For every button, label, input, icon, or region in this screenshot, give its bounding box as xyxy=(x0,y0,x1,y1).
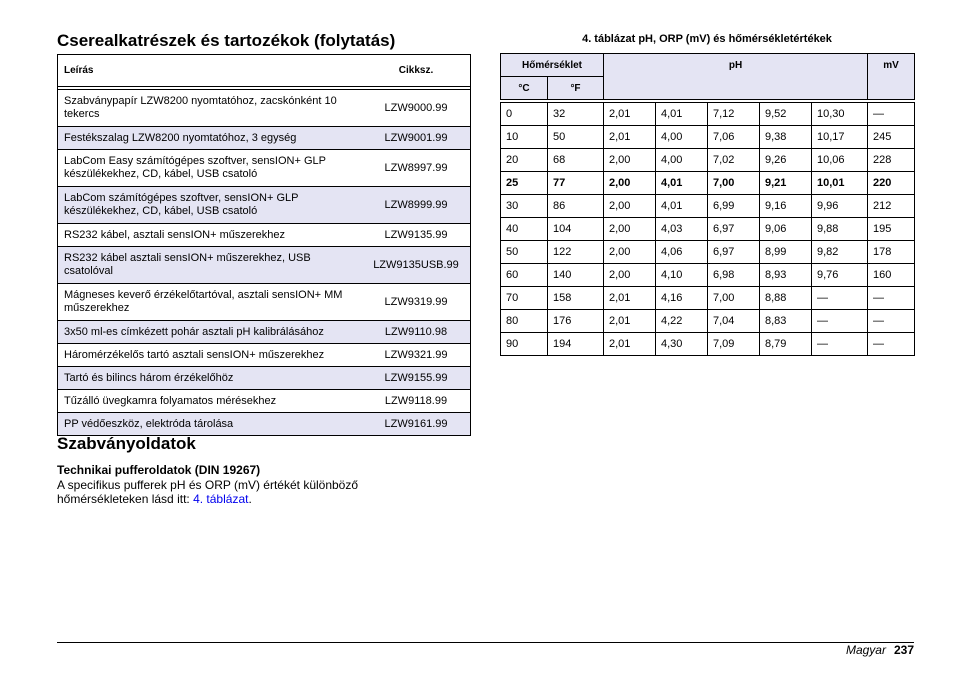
ph-cell: — xyxy=(812,287,868,310)
ph-cell: 9,76 xyxy=(812,264,868,287)
celsius-cell: 50 xyxy=(501,241,548,264)
part-code: LZW9319.99 xyxy=(362,284,471,321)
table-row xyxy=(58,90,471,127)
ph-cell: 9,82 xyxy=(812,241,868,264)
ph-cell: 7,04 xyxy=(708,310,760,333)
ph-cell: 4,00 xyxy=(656,126,708,149)
ph-cell: 9,26 xyxy=(760,149,812,172)
table-row xyxy=(58,187,471,224)
ph-cell: — xyxy=(812,333,868,356)
ph-cell: 2,01 xyxy=(604,287,656,310)
celsius-cell: 70 xyxy=(501,287,548,310)
mv-cell: 220 xyxy=(868,172,915,195)
fahrenheit-cell: 158 xyxy=(548,287,604,310)
part-description: Tűzálló üvegkamra folyamatos mérésekhez xyxy=(58,390,363,413)
ph-cell: 4,00 xyxy=(656,149,708,172)
buffer-paragraph xyxy=(57,478,417,506)
table-row xyxy=(501,241,915,264)
ph-cell: 6,97 xyxy=(708,218,760,241)
fahrenheit-cell: 104 xyxy=(548,218,604,241)
mv-cell: 195 xyxy=(868,218,915,241)
ph-cell: 8,93 xyxy=(760,264,812,287)
ph-table xyxy=(500,53,915,356)
table-row xyxy=(58,150,471,187)
part-description: LabCom Easy számítógépes szoftver, sensION+ GLP készülékekhez, CD, kábel, USB csatoló xyxy=(58,150,363,187)
part-description: Tartó és bilincs három érzékelőhöz xyxy=(58,367,363,390)
header-fahrenheit: °F xyxy=(548,77,604,100)
footer-divider xyxy=(57,642,914,643)
ph-cell: 9,21 xyxy=(760,172,812,195)
ph-cell: 4,06 xyxy=(656,241,708,264)
table-row xyxy=(501,333,915,356)
ph-cell: 9,96 xyxy=(812,195,868,218)
table-row xyxy=(501,103,915,126)
table-row xyxy=(58,224,471,247)
ph-cell: 6,99 xyxy=(708,195,760,218)
footer-language: Magyar xyxy=(845,643,886,657)
fahrenheit-cell: 32 xyxy=(548,103,604,126)
ph-cell: 9,52 xyxy=(760,103,812,126)
celsius-cell: 20 xyxy=(501,149,548,172)
ph-cell: 7,00 xyxy=(708,287,760,310)
part-description: Háromérzékelős tartó asztali sensION+ műszerekhez xyxy=(58,344,363,367)
ph-cell: 7,09 xyxy=(708,333,760,356)
table-row xyxy=(501,195,915,218)
part-description: PP védőeszköz, elektróda tárolása xyxy=(58,413,363,436)
ph-cell: 6,97 xyxy=(708,241,760,264)
table-4-caption: 4. táblázat pH, ORP (mV) és hőmérsékletértékek xyxy=(582,33,832,45)
table-row xyxy=(58,390,471,413)
part-code: LZW8999.99 xyxy=(362,187,471,224)
fahrenheit-cell: 122 xyxy=(548,241,604,264)
mv-cell: 228 xyxy=(868,149,915,172)
part-description: RS232 kábel, asztali sensION+ műszerekhez xyxy=(58,224,363,247)
ph-cell: 10,06 xyxy=(812,149,868,172)
part-code: LZW8997.99 xyxy=(362,150,471,187)
fahrenheit-cell: 86 xyxy=(548,195,604,218)
part-code: LZW9135.99 xyxy=(362,224,471,247)
table-row xyxy=(58,127,471,150)
header-celsius: °C xyxy=(501,77,548,100)
table-row xyxy=(501,218,915,241)
part-code: LZW9001.99 xyxy=(362,127,471,150)
part-code: LZW9118.99 xyxy=(362,390,471,413)
mv-cell: — xyxy=(868,287,915,310)
paragraph-end: . xyxy=(248,492,252,506)
buffer-subheading: Technikai pufferoldatok (DIN 19267) xyxy=(57,463,261,477)
fahrenheit-cell: 50 xyxy=(548,126,604,149)
ph-cell: 6,98 xyxy=(708,264,760,287)
ph-cell: 4,10 xyxy=(656,264,708,287)
part-description: LabCom számítógépes szoftver, sensION+ GLP készülékekhez, CD, kábel, USB csatoló xyxy=(58,187,363,224)
ph-cell: 10,01 xyxy=(812,172,868,195)
mv-cell: — xyxy=(868,103,915,126)
table-row xyxy=(58,284,471,321)
header-catalog-number: Cikksz. xyxy=(362,55,471,87)
ph-cell: 2,01 xyxy=(604,126,656,149)
part-description: RS232 kábel asztali sensION+ műszerekhez, USB csatolóval xyxy=(58,247,363,284)
ph-cell: 7,06 xyxy=(708,126,760,149)
page-footer xyxy=(846,643,914,657)
table-row xyxy=(501,287,915,310)
table-row xyxy=(58,321,471,344)
ph-cell: 4,30 xyxy=(656,333,708,356)
ph-cell: 2,01 xyxy=(604,310,656,333)
part-description: Szabványpapír LZW8200 nyomtatóhoz, zacskónként 10 tekercs xyxy=(58,90,363,127)
celsius-cell: 25 xyxy=(501,172,548,195)
ph-cell: 7,00 xyxy=(708,172,760,195)
celsius-cell: 30 xyxy=(501,195,548,218)
mv-cell: — xyxy=(868,333,915,356)
ph-cell: 4,01 xyxy=(656,103,708,126)
ph-cell: 8,79 xyxy=(760,333,812,356)
part-code: LZW9135USB.99 xyxy=(362,247,471,284)
celsius-cell: 60 xyxy=(501,264,548,287)
table-row xyxy=(58,413,471,436)
mv-cell: 212 xyxy=(868,195,915,218)
ph-cell: 8,88 xyxy=(760,287,812,310)
parts-table xyxy=(57,54,471,436)
ph-cell: 9,16 xyxy=(760,195,812,218)
ph-cell: 2,01 xyxy=(604,333,656,356)
table-4-link[interactable]: 4. táblázat xyxy=(193,492,249,506)
header-description: Leírás xyxy=(58,55,363,87)
ph-cell: 8,99 xyxy=(760,241,812,264)
fahrenheit-cell: 176 xyxy=(548,310,604,333)
table-row xyxy=(501,126,915,149)
celsius-cell: 80 xyxy=(501,310,548,333)
part-code: LZW9000.99 xyxy=(362,90,471,127)
ph-cell: 2,00 xyxy=(604,241,656,264)
paragraph-text: A specifikus pufferek pH és ORP (mV) értékét különböző hőmérsékleteken lásd itt: xyxy=(57,478,359,506)
page-number: 237 xyxy=(893,643,914,657)
table-row xyxy=(501,264,915,287)
section-title: Cserealkatrészek és tartozékok (folytatás) xyxy=(57,31,396,50)
fahrenheit-cell: 140 xyxy=(548,264,604,287)
ph-cell: 2,00 xyxy=(604,195,656,218)
header-mv: mV xyxy=(868,54,915,100)
ph-cell: 2,00 xyxy=(604,172,656,195)
ph-cell: 2,01 xyxy=(604,103,656,126)
ph-cell: 7,02 xyxy=(708,149,760,172)
ph-cell: 2,00 xyxy=(604,149,656,172)
fahrenheit-cell: 77 xyxy=(548,172,604,195)
ph-cell: 4,01 xyxy=(656,195,708,218)
table-row xyxy=(501,172,915,195)
mv-cell: 178 xyxy=(868,241,915,264)
ph-cell: 9,88 xyxy=(812,218,868,241)
part-code: LZW9155.99 xyxy=(362,367,471,390)
ph-cell: 8,83 xyxy=(760,310,812,333)
ph-cell: 2,00 xyxy=(604,218,656,241)
ph-cell: — xyxy=(812,310,868,333)
part-description: Festékszalag LZW8200 nyomtatóhoz, 3 egység xyxy=(58,127,363,150)
ph-cell: 10,30 xyxy=(812,103,868,126)
ph-cell: 7,12 xyxy=(708,103,760,126)
ph-cell: 9,38 xyxy=(760,126,812,149)
table-row xyxy=(58,344,471,367)
ph-cell: 10,17 xyxy=(812,126,868,149)
ph-cell: 4,03 xyxy=(656,218,708,241)
table-row xyxy=(501,149,915,172)
mv-cell: 245 xyxy=(868,126,915,149)
ph-cell: 2,00 xyxy=(604,264,656,287)
standards-heading: Szabványoldatok xyxy=(57,434,196,453)
ph-cell: 4,16 xyxy=(656,287,708,310)
ph-cell: 9,06 xyxy=(760,218,812,241)
mv-cell: — xyxy=(868,310,915,333)
table-row xyxy=(58,247,471,284)
fahrenheit-cell: 68 xyxy=(548,149,604,172)
header-temperature: Hőmérséklet xyxy=(501,54,604,77)
part-code: LZW9321.99 xyxy=(362,344,471,367)
celsius-cell: 90 xyxy=(501,333,548,356)
ph-cell: 4,01 xyxy=(656,172,708,195)
fahrenheit-cell: 194 xyxy=(548,333,604,356)
part-code: LZW9110.98 xyxy=(362,321,471,344)
ph-cell: 4,22 xyxy=(656,310,708,333)
part-description: Mágneses keverő érzékelőtartóval, asztali sensION+ MM műszerekhez xyxy=(58,284,363,321)
celsius-cell: 0 xyxy=(501,103,548,126)
part-code: LZW9161.99 xyxy=(362,413,471,436)
celsius-cell: 10 xyxy=(501,126,548,149)
table-row xyxy=(58,367,471,390)
header-ph: pH xyxy=(604,54,868,100)
mv-cell: 160 xyxy=(868,264,915,287)
celsius-cell: 40 xyxy=(501,218,548,241)
part-description: 3x50 ml-es címkézett pohár asztali pH kalibrálásához xyxy=(58,321,363,344)
table-row xyxy=(501,310,915,333)
